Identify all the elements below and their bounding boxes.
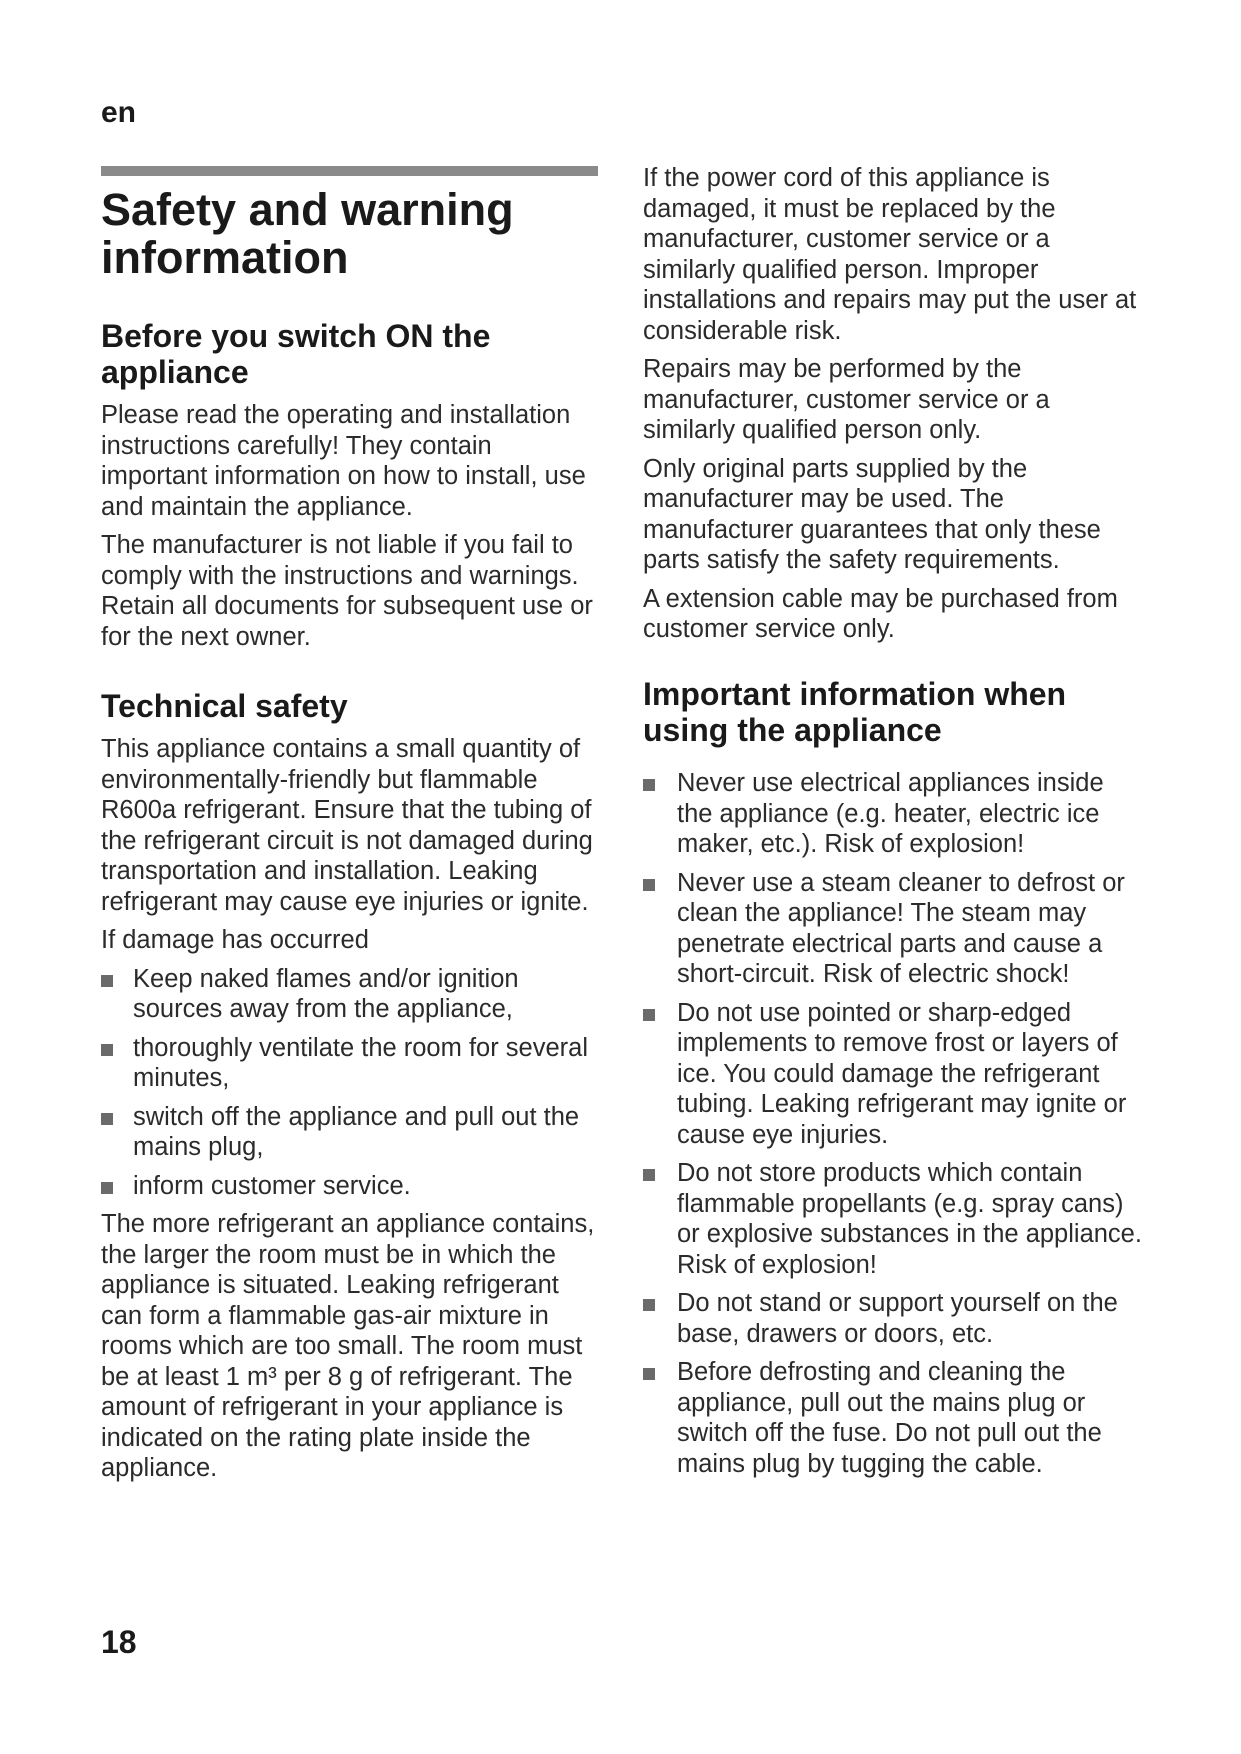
power-cord-section [643,163,1143,645]
page-number: 18 [101,1624,137,1660]
bullet-square-icon [101,1044,113,1056]
bullet-square-icon [643,779,655,791]
right-paragraph-1: If the power cord of this appliance is damaged, it must be replaced by the manufacturer, customer service or a similarly qualified person. Improper installations and repairs may put the user at considerable risk. [643,164,1137,345]
list-item: inform customer service. [101,1171,601,1202]
before-switch-on-heading: Before you switch ON the appliance [101,318,491,390]
section-rule [101,166,598,176]
list-item: Never use a steam cleaner to defrost or clean the appliance! The steam may penetrate electrical parts and cause a short-circuit. Risk of electric shock! [643,868,1143,990]
list-item: Keep naked flames and/or ignition sources away from the appliance, [101,964,601,1025]
bullet-square-icon [643,1169,655,1181]
list-item: Before defrosting and cleaning the appliance, pull out the mains plug or switch off the fuse. Do not pull out the mains plug by tugging the cable. [643,1357,1143,1479]
right-paragraph-3: Only original parts supplied by the manufacturer may be used. The manufacturer guarantees that only these parts satisfy the safety requirements. [643,454,1101,574]
bullet-square-icon [643,1368,655,1380]
important-list [643,768,1143,1479]
technical-safety-heading: Technical safety [101,688,348,724]
technical-paragraph-1: This appliance contains a small quantity of environmentally-friendly but flammable R600a refrigerant. Ensure that the tubing of the refrigerant circuit is not damaged during transportation and installation. Leaking refrigerant may cause eye injuries or ignite. [101,735,593,916]
important-information-section [643,676,1143,1487]
before-paragraph-2: The manufacturer is not liable if you fail to comply with the instructions and warnings. Retain all documents for subsequent use or for the next owner. [101,531,593,651]
list-item: Never use electrical appliances inside the appliance (e.g. heater, electric ice maker, etc.). Risk of explosion! [643,768,1143,860]
important-information-heading: Important information when using the appliance [643,676,1067,748]
technical-safety-section [101,688,601,1484]
right-paragraph-4: A extension cable may be purchased from customer service only. [643,584,1118,643]
list-item: Do not stand or support yourself on the base, drawers or doors, etc. [643,1288,1143,1349]
before-switch-on-section [101,318,601,652]
right-paragraph-2: Repairs may be performed by the manufacturer, customer service or a similarly qualified person only. [643,355,1050,444]
technical-paragraph-3: The more refrigerant an appliance contains, the larger the room must be in which the appliance is situated. Leaking refrigerant can form a flammable gas-air mixture in rooms which are too small. The room must be at least 1 m³ per 8 g of refrigerant. The amount of refrigerant in your appliance is indicated on the rating plate inside the appliance. [101,1210,595,1482]
language-code: en [101,96,137,129]
before-paragraph-1: Please read the operating and installation instructions carefully! They contain important information on how to install, use and maintain the appliance. [101,401,586,521]
bullet-square-icon [101,975,113,987]
bullet-square-icon [101,1113,113,1125]
list-item: Do not store products which contain flammable propellants (e.g. spray cans) or explosive substances in the appliance. Risk of explosion! [643,1158,1143,1280]
page-title: Safety and warning information [101,184,514,283]
bullet-square-icon [643,1299,655,1311]
bullet-square-icon [643,1009,655,1021]
bullet-square-icon [643,879,655,891]
list-item: Do not use pointed or sharp-edged implements to remove frost or layers of ice. You could damage the refrigerant tubing. Leaking refrigerant may ignite or cause eye injuries. [643,998,1143,1151]
technical-paragraph-2: If damage has occurred [101,926,369,954]
list-item: thoroughly ventilate the room for several minutes, [101,1033,601,1094]
list-item: switch off the appliance and pull out the mains plug, [101,1102,601,1163]
bullet-square-icon [101,1182,113,1194]
damage-steps-list [101,964,601,1202]
